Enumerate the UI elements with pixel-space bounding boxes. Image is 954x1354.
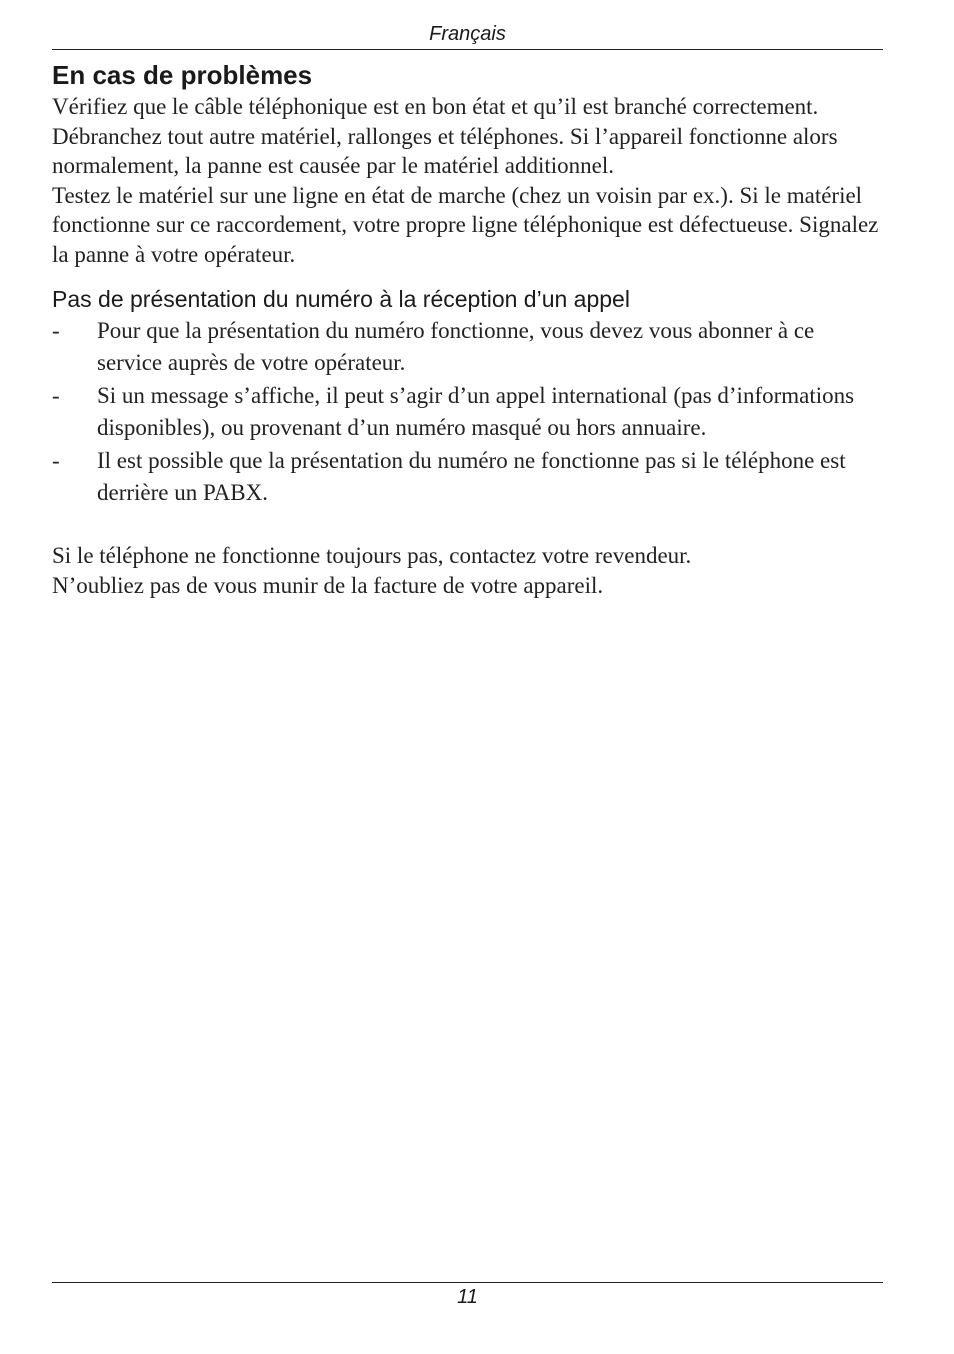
running-header-language: Français (429, 23, 506, 45)
dash-marker: - (52, 383, 60, 408)
closing-note (52, 541, 883, 600)
closing-line-1: Si le téléphone ne fonctionne toujours pas, contactez votre revendeur. (52, 543, 692, 568)
section-paragraph-1: Vérifiez que le câble téléphonique est en bon état et qu’il est branché correctement. Débranchez tout autre matériel, rallonges et téléphones. Si l’appareil fonctionne alors normalement, la panne est causée par le matériel additionnel. (52, 94, 838, 178)
list-item-text: Pour que la présentation du numéro fonctionne, vous devez vous abonner à ce service auprès de votre opérateur. (97, 318, 815, 375)
list-item (52, 445, 883, 509)
page-content (52, 58, 883, 600)
section-title: En cas de problèmes (52, 60, 313, 90)
list-item-text: Si un message s’affiche, il peut s’agir d’un appel international (pas d’informations disponibles), ou provenant d’un numéro masqué ou hors annuaire. (97, 383, 855, 440)
section-paragraph-2: Testez le matériel sur une ligne en état de marche (chez un voisin par ex.). Si le matériel fonctionne sur ce raccordement, votre propre ligne téléphonique est défectueuse. Signalez la panne à votre opérateur. (52, 182, 879, 267)
header-rule (52, 49, 883, 50)
closing-line-2: N’oubliez pas de vous munir de la facture de votre appareil. (52, 572, 604, 598)
manual-page (52, 0, 883, 1354)
footer-rule (52, 1282, 883, 1283)
dash-marker: - (52, 318, 60, 343)
subsection-title: Pas de présentation du numéro à la réception d’un appel (52, 286, 630, 312)
list-item (52, 315, 883, 379)
list-item-text: Il est possible que la présentation du numéro ne fonctionne pas si le téléphone est derrière un PABX. (97, 448, 846, 505)
troubleshooting-list (52, 315, 883, 509)
list-item (52, 380, 883, 444)
page-number: 11 (457, 1286, 478, 1308)
dash-marker: - (52, 448, 60, 473)
